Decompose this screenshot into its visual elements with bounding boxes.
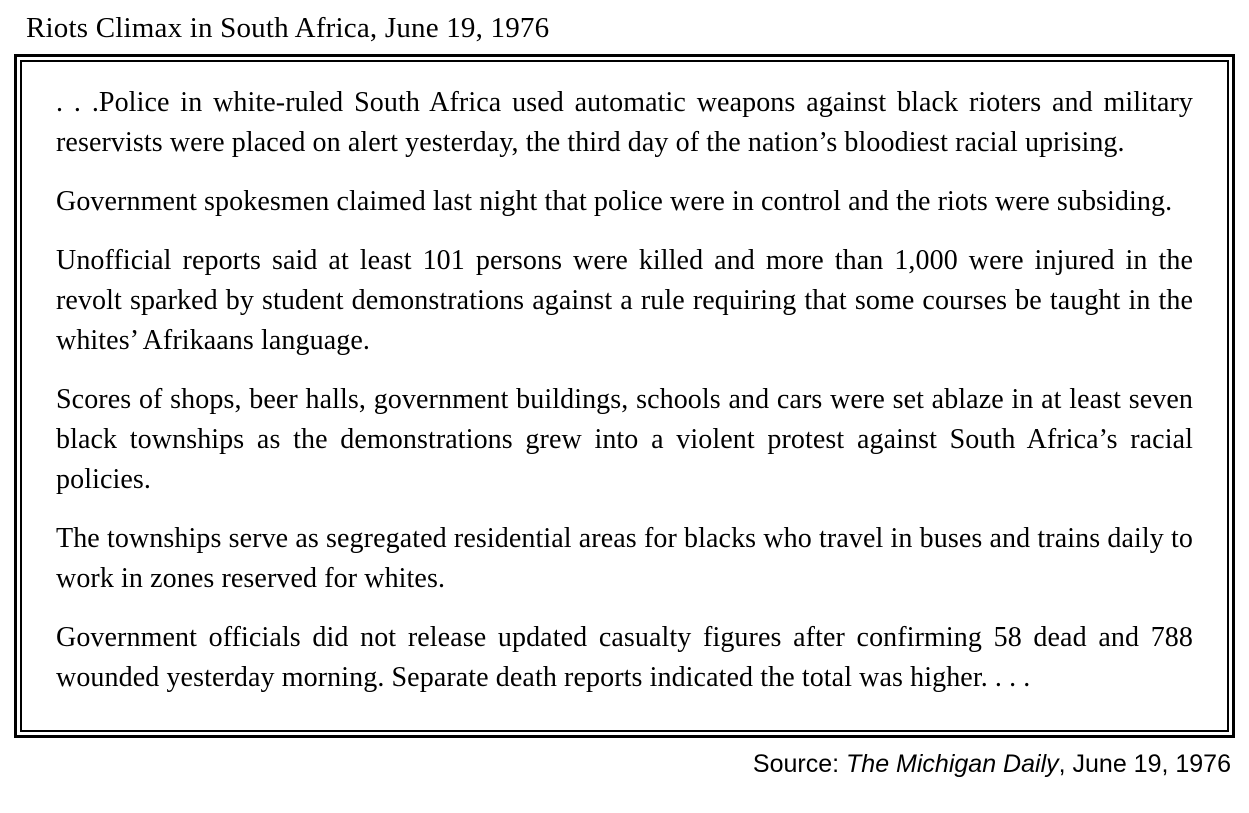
source-attribution: [0, 750, 1231, 779]
article-paragraph: Government officials did not release updated casualty figures after confirming 58 dead and 788 wounded yesterday morning. Separate death reports indicated the total was higher. . . .: [56, 621, 1193, 693]
article-paragraph: Scores of shops, beer halls, government buildings, schools and cars were set ablaze in at least seven black townships as the demonstrations grew into a violent protest against South Africa’s racial policies.: [56, 383, 1193, 495]
article-excerpt-box: [14, 54, 1235, 738]
article-paragraph: Unofficial reports said at least 101 persons were killed and more than 1,000 were injured in the revolt sparked by student demonstrations against a rule requiring that some courses be taught in the whites’ Afrikaans language.: [56, 244, 1193, 356]
page-title: Riots Climax in South Africa, June 19, 1976: [26, 12, 550, 44]
source-label: Source:: [752, 749, 847, 778]
article-paragraph: . . .Police in white-ruled South Africa used automatic weapons against black rioters and military reservists were placed on alert yesterday, the third day of the nation’s bloodiest racial uprising.: [56, 86, 1193, 158]
source-date: , June 19, 1976: [1058, 749, 1231, 778]
article-excerpt-inner-border: [20, 60, 1229, 732]
source-publication-name: The Michigan Daily: [846, 749, 1059, 778]
article-paragraph: The townships serve as segregated residential areas for blacks who travel in buses and trains daily to work in zones reserved for whites.: [56, 522, 1193, 594]
article-paragraph: Government spokesmen claimed last night that police were in control and the riots were subsiding.: [56, 185, 1173, 217]
